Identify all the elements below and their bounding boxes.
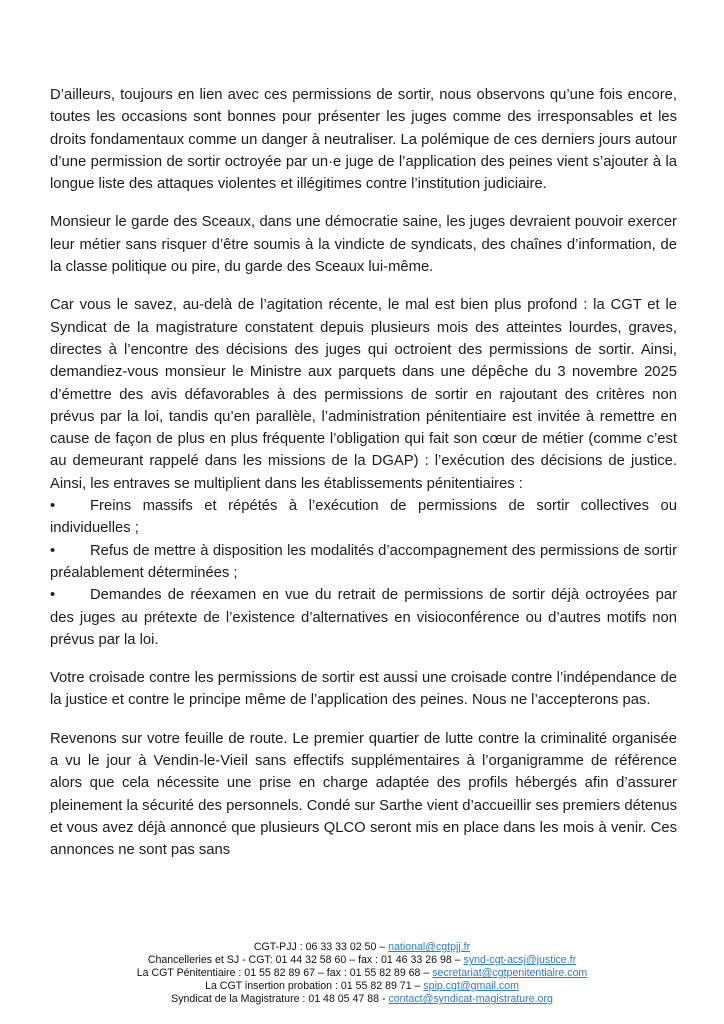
bullet-icon: • bbox=[50, 587, 56, 604]
footer-contact-text: La CGT Pénitentiaire : 01 55 82 89 67 – fax : 01 55 82 89 68 – bbox=[136, 967, 433, 979]
bullet-item-demandes bbox=[50, 584, 677, 651]
paragraph-permissions-sortir: D’ailleurs, toujours en lien avec ces permissions de sortir, nous observons qu’une fois encore, toutes les occasions sont bonnes pour présenter les juges comme des irresponsables et les droits fondamentaux comme un danger à neutraliser. La polémique de ces derniers jours autour d’une permission de sortir octroyée par un·e juge de l’application des peines vient s’ajouter à la longue liste des attaques violentes et illégitimes contre l’institution judiciaire. bbox=[50, 87, 677, 193]
bullet-item-freins bbox=[50, 495, 677, 540]
paragraph-feuille-de-route: Revenons sur votre feuille de route. Le premier quartier de lutte contre la criminalité organisée a vu le jour à Vendin-le-Vieil sans effectifs supplémentaires à l’organigramme de référence alors que cela nécessite une prise en charge adaptée des profils hébergés afin d’assurer pleinement la sécurité des personnels. Condé sur Sarthe vient d’accueillir ses premiers détenus et vous avez déjà annoncé que plusieurs QLCO seront mis en place dans les mois à venir. Ces annonces ne sont pas sans bbox=[50, 730, 677, 859]
footer-email-link[interactable]: contact@syndicat-magistrature.org bbox=[388, 993, 553, 1005]
footer-line-cgt-penitentiaire bbox=[0, 967, 724, 980]
footer-email-link[interactable]: spip.cgt@gmail.com bbox=[423, 980, 519, 992]
footer-contact-text: La CGT insertion probation : 01 55 82 89 71 – bbox=[205, 980, 424, 992]
bullet-item-refus bbox=[50, 540, 677, 585]
letter-body bbox=[50, 84, 677, 878]
bullet-item-text: Refus de mettre à disposition les modalités d’accompagnement des permissions de sortir préalablement déterminées ; bbox=[50, 542, 677, 581]
footer-line-chancelleries bbox=[0, 954, 724, 967]
footer-line-insertion-probation bbox=[0, 980, 724, 993]
footer-line-cgt-pjj bbox=[0, 941, 724, 954]
footer-contacts bbox=[0, 941, 724, 1006]
footer-contact-text: CGT-PJJ : 06 33 33 02 50 – bbox=[253, 941, 389, 953]
footer-contact-text: Syndicat de la Magistrature : 01 48 05 47 88 - bbox=[171, 993, 389, 1005]
bullet-item-text: Demandes de réexamen en vue du retrait de permissions de sortir déjà octroyées par des juges au prétexte de l’existence d’alternatives en visioconférence ou d’autres motifs non prévus par la loi. bbox=[50, 587, 677, 648]
bullet-item-text: Freins massifs et répétés à l’exécution de permissions de sortir collectives ou individuelles ; bbox=[50, 498, 677, 537]
paragraph-garde-des-sceaux: Monsieur le garde des Sceaux, dans une démocratie saine, les juges devraient pouvoir exercer leur métier sans risquer d’être soumis à la vindicte de syndicats, des chaînes d’information, de la classe politique ou pire, du garde des Sceaux lui-même. bbox=[50, 214, 677, 276]
bullet-list bbox=[50, 495, 677, 651]
footer-email-link[interactable]: national@cgtpjj.fr bbox=[388, 941, 471, 953]
bullet-icon: • bbox=[50, 498, 56, 515]
footer-contact-text: Chancelleries et SJ - CGT: 01 44 32 58 60 – fax : 01 46 33 26 98 – bbox=[147, 954, 464, 966]
paragraph-constat-atteintes: Car vous le savez, au-delà de l’agitation récente, le mal est bien plus profond : la CGT et le Syndicat de la magistrature constatent depuis plusieurs mois des atteintes lourdes, graves, directes à l’encontre des décisions des juges qui octroient des permissions de sortir. Ainsi, demandiez-vous monsieur le Ministre aux parquets dans une dépêche du 3 novembre 2025 d’émettre des avis défavorables à des permissions de sortir en rajoutant des critères non prévus par la loi, tandis qu’en parallèle, l’administration pénitentiaire est invitée à remettre en cause de façon de plus en plus fréquente l’obligation qui fait son cœur de métier (comme c’est au demeurant rappelé dans les missions de la DGAP) : l’exécution des décisions de justice. Ainsi, les entraves se multiplient dans les établissements pénitentiaires : bbox=[50, 297, 677, 492]
paragraph-croisade: Votre croisade contre les permissions de sortir est aussi une croisade contre l’indépendance de la justice et contre le principe même de l’application des peines. Nous ne l’accepterons pas. bbox=[50, 670, 677, 709]
footer-email-link[interactable]: synd-cgt-acsj@justice.fr bbox=[463, 954, 577, 966]
footer-line-syndicat-magistrature bbox=[0, 993, 724, 1006]
footer-email-link[interactable]: secretariat@cgtpenitentiaire.com bbox=[432, 967, 588, 979]
bullet-icon: • bbox=[50, 542, 56, 559]
